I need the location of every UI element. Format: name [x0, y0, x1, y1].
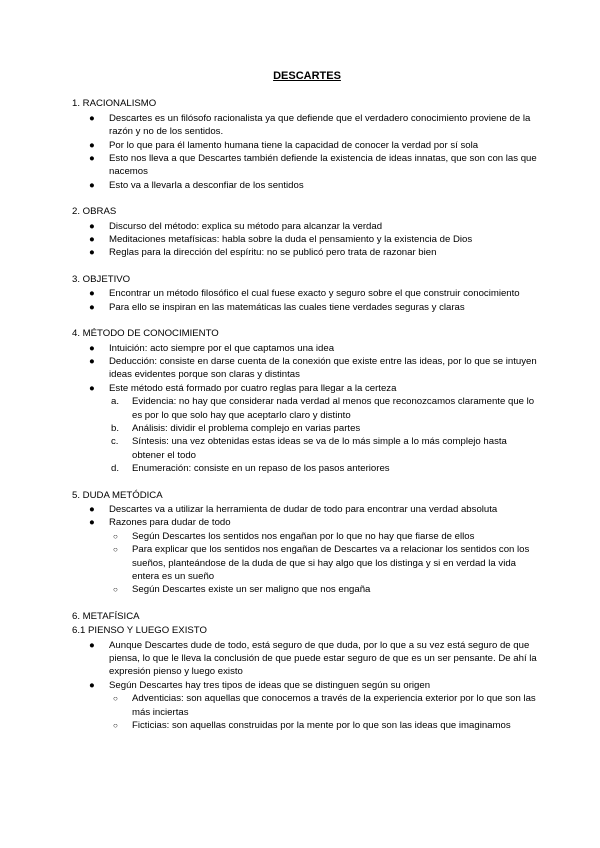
nested-list-item-text: Adventicias: son aquellas que conocemos a través de la experiencia exterior por lo que son las más inciertas	[132, 693, 536, 718]
list-item	[72, 246, 542, 259]
bullet-icon: ●	[89, 355, 95, 367]
list-item-text: Razones para dudar de todo	[109, 517, 231, 529]
section-heading: 4. MÉTODO DE CONOCIMIENTO	[72, 328, 219, 340]
bullet-list	[72, 503, 542, 597]
list-item	[72, 139, 542, 152]
nested-list-item	[109, 395, 542, 422]
nested-list-item-text: Evidencia: no hay que considerar nada verdad al menos que reconozcamos claramente que lo es por lo que solo hay que aceptarlo claro y distinto	[132, 396, 535, 421]
bullet-icon: ●	[89, 301, 95, 313]
circle-bullet-icon: ○	[113, 585, 118, 595]
bullet-list	[72, 639, 542, 733]
section-heading: 1. RACIONALISMO	[72, 98, 157, 110]
nested-list-item-text: Según Descartes los sentidos nos engañan por lo que no hay que fiarse de ellos	[132, 530, 475, 542]
list-item-text: Para ello se inspiran en las matemáticas las cuales tiene verdades seguras y claras	[109, 301, 465, 313]
section	[72, 97, 542, 192]
document-title: DESCARTES	[273, 70, 341, 82]
list-item	[72, 679, 542, 733]
subsection-heading: 6.1 PIENSO Y LUEGO EXISTO	[72, 625, 207, 637]
list-item	[72, 503, 542, 516]
nested-list-item	[109, 422, 542, 435]
section	[72, 205, 542, 260]
list-item-text: Meditaciones metafísicas: habla sobre la duda el pensamiento y la existencia de Dios	[109, 234, 473, 246]
list-item-text: Descartes es un filósofo racionalista ya que defiende que el verdadero conocimiento proviene de la razón y no de los sentidos.	[109, 112, 531, 138]
nested-list-item-text: Según Descartes existe un ser maligno que nos engaña	[132, 584, 371, 596]
nested-list-item-text: Para explicar que los sentidos nos engañan de Descartes va a relacionar los sentidos con los sueños, planteándose de la duda de que si hay algo que los distinga y si en verdad la vida entera es un sueño	[132, 544, 530, 582]
nested-list-item-text: Enumeración: consiste en un repaso de los pasos anteriores	[132, 463, 390, 475]
bullet-list	[72, 112, 542, 192]
bullet-icon: ●	[89, 517, 95, 529]
list-item-text: Deducción: consiste en darse cuenta de la conexión que existe entre las ideas, por lo que se intuyen ideas evidentes porque son claras y distintas	[109, 355, 537, 381]
list-item-text: Esto nos lleva a que Descartes también defiende la existencia de ideas innatas, que son con las que nacemos	[109, 153, 537, 178]
circle-bullet-icon: ○	[113, 545, 118, 555]
list-item	[72, 301, 542, 314]
nested-list	[109, 692, 542, 732]
section	[72, 327, 542, 475]
section	[72, 610, 542, 733]
list-item	[72, 233, 542, 246]
list-item	[72, 152, 542, 179]
list-item	[72, 342, 542, 355]
list-item	[72, 382, 542, 476]
section-heading: 6. METAFÍSICA	[72, 610, 140, 622]
nested-list-item	[109, 583, 542, 596]
section-heading: 3. OBJETIVO	[72, 273, 131, 285]
bullet-list	[72, 220, 542, 260]
list-marker: c.	[111, 436, 119, 448]
list-marker: d.	[111, 463, 120, 475]
list-item-text: Intuición: acto siempre por el que captamos una idea	[109, 342, 335, 354]
nested-list-item-text: Análisis: dividir el problema complejo en varias partes	[132, 422, 361, 434]
document-body	[72, 97, 542, 732]
list-item	[72, 112, 542, 139]
bullet-icon: ●	[89, 139, 95, 151]
circle-bullet-icon: ○	[113, 694, 118, 704]
list-item	[72, 516, 542, 596]
nested-list-item	[109, 543, 542, 583]
circle-bullet-icon: ○	[113, 531, 118, 541]
bullet-icon: ●	[89, 639, 95, 651]
list-item-text: Este método está formado por cuatro reglas para llegar a la certeza	[109, 382, 397, 394]
bullet-icon: ●	[89, 342, 95, 354]
nested-list	[109, 395, 542, 475]
bullet-icon: ●	[89, 153, 95, 165]
section-heading: 5. DUDA METÓDICA	[72, 489, 163, 501]
bullet-icon: ●	[89, 503, 95, 515]
bullet-icon: ●	[89, 220, 95, 232]
list-marker: b.	[111, 422, 120, 434]
list-item-text: Esto va a llevarla a desconfiar de los sentidos	[109, 179, 304, 191]
nested-list-item	[109, 692, 542, 719]
list-item-text: Por lo que para él lamento humana tiene la capacidad de conocer la verdad por sí sola	[109, 139, 479, 151]
list-marker: a.	[111, 396, 120, 408]
list-item-text: Descartes va a utilizar la herramienta de dudar de todo para encontrar una verdad absoluta	[109, 503, 498, 515]
nested-list-item	[109, 435, 542, 462]
list-item-text: Discurso del método: explica su método para alcanzar la verdad	[109, 220, 383, 232]
list-item	[72, 179, 542, 192]
bullet-icon: ●	[89, 247, 95, 259]
nested-list-item	[109, 462, 542, 475]
nested-list	[109, 530, 542, 597]
section	[72, 489, 542, 597]
nested-list-item	[109, 530, 542, 543]
list-item	[72, 355, 542, 382]
section-heading: 2. OBRAS	[72, 206, 117, 218]
list-item-text: Encontrar un método filosófico el cual fuese exacto y seguro sobre el que construir conocimiento	[109, 288, 520, 300]
bullet-icon: ●	[89, 679, 95, 691]
circle-bullet-icon: ○	[113, 721, 118, 731]
list-item	[72, 220, 542, 233]
bullet-list	[72, 342, 542, 476]
list-item-text: Reglas para la dirección del espíritu: no se publicó pero trata de razonar bien	[109, 247, 437, 259]
section	[72, 273, 542, 314]
list-item-text: Aunque Descartes dude de todo, está seguro de que duda, por lo que a su vez está seguro de que piensa, lo que le lleva la conclusión de que puede estar seguro de que es un ser pensante. De ahí la expresión pienso y luego existo	[109, 639, 537, 678]
bullet-icon: ●	[89, 288, 95, 300]
list-item-text: Según Descartes hay tres tipos de ideas que se distinguen según su origen	[109, 679, 431, 691]
nested-list-item-text: Síntesis: una vez obtenidas estas ideas se va de lo más simple a lo más complejo hasta obtener el todo	[132, 436, 507, 461]
list-item	[72, 287, 542, 300]
list-item	[72, 639, 542, 679]
nested-list-item-text: Ficticias: son aquellas construidas por la mente por lo que son las ideas que imaginamos	[132, 720, 511, 732]
bullet-icon: ●	[89, 234, 95, 246]
bullet-icon: ●	[89, 112, 95, 124]
nested-list-item	[109, 719, 542, 732]
bullet-icon: ●	[89, 382, 95, 394]
bullet-icon: ●	[89, 179, 95, 191]
bullet-list	[72, 287, 542, 314]
